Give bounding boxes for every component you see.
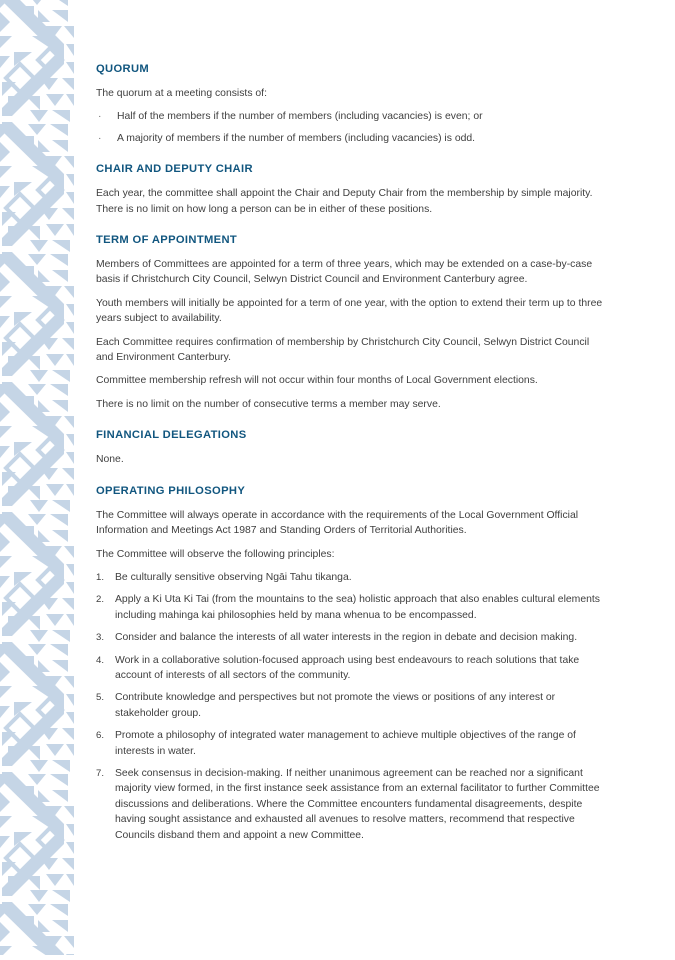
- section-heading-term-of-appointment: TERM OF APPOINTMENT: [96, 234, 238, 247]
- section-heading-operating-philosophy: OPERATING PHILOSOPHY: [96, 484, 246, 497]
- list-item: [96, 131, 606, 146]
- list-item-text: Promote a philosophy of integrated water management to achieve multiple objectives of the range of interests in water.: [115, 730, 576, 757]
- list-item: [96, 109, 606, 124]
- paragraph: The Committee will always operate in accordance with the requirements of the Local Government Official Information and Meetings Act 1987 and Standing Orders of Territorial Authorities.: [96, 509, 579, 537]
- document-content: [96, 62, 606, 843]
- list-number: 5.: [96, 692, 105, 704]
- list-item: [96, 728, 606, 759]
- paragraph: Members of Committees are appointed for a term of three years, which may be extended on a case-by-case basis if Christchurch City Council, Selwyn District Council and Environment Canterbury agree.: [96, 259, 593, 286]
- list-item-text: Consider and balance the interests of all water interests in the region in debate and decision making.: [115, 632, 578, 644]
- paragraph: The Committee will observe the following principles:: [96, 548, 335, 560]
- list-item: [96, 570, 606, 585]
- list-item: [96, 592, 606, 623]
- bullet-icon: ·: [98, 111, 102, 123]
- section-term-of-appointment: [96, 233, 606, 412]
- section-heading-financial-delegations: FINANCIAL DELEGATIONS: [96, 429, 247, 442]
- section-financial-delegations: [96, 428, 606, 467]
- paragraph: None.: [96, 454, 124, 466]
- paragraph: The quorum at a meeting consists of:: [96, 88, 267, 99]
- paragraph: Each Committee requires confirmation of membership by Christchurch City Council, Selwyn District Council and Environment Canterbury.: [96, 336, 590, 364]
- list-item-text: Apply a Ki Uta Ki Tai (from the mountains to the sea) holistic approach that also enables cultural elements including mahinga kai philosophies held by mana whenua to be encompassed.: [115, 594, 600, 621]
- tukutuku-pattern-svg: [0, 0, 74, 955]
- section-quorum: [96, 62, 606, 146]
- operating-principles-list: [96, 570, 606, 843]
- list-number: 2.: [96, 594, 105, 606]
- paragraph: There is no limit on the number of consecutive terms a member may serve.: [96, 398, 441, 410]
- list-number: 4.: [96, 654, 105, 666]
- list-item-text: Be culturally sensitive observing Ngāi Tahu tikanga.: [115, 571, 352, 583]
- list-number: 3.: [96, 632, 105, 644]
- list-number: 1.: [96, 571, 105, 583]
- list-number: 7.: [96, 767, 105, 779]
- tukutuku-border-pattern: [0, 0, 74, 955]
- list-item-text: Seek consensus in decision-making. If neither unanimous agreement can be reached nor a significant majority view formed, in the first instance seek assistance from an external facilitator to further Committee discussions and deliberations. Where the Committee encounters fundamental disagreements, despite having sought assistance and exhausted all avenues to resolve matters, recommend that respective Councils disband them and appoint a new Committee.: [115, 767, 600, 841]
- list-item: [96, 766, 606, 843]
- bullet-icon: ·: [98, 132, 102, 144]
- list-item: [96, 630, 606, 645]
- list-item-text: Work in a collaborative solution-focused approach using best endeavours to reach solutions that take account of interests of all sectors of the community.: [115, 654, 580, 681]
- list-item-text: Half of the members if the number of members (including vacancies) is even; or: [117, 111, 483, 123]
- section-heading-quorum: QUORUM: [96, 63, 150, 75]
- section-heading-chair-and-deputy-chair: CHAIR AND DEPUTY CHAIR: [96, 163, 253, 176]
- list-number: 6.: [96, 730, 105, 742]
- section-chair-and-deputy-chair: [96, 162, 606, 217]
- list-item: [96, 690, 606, 721]
- paragraph: Committee membership refresh will not occur within four months of Local Government elections.: [96, 375, 538, 387]
- quorum-bullet-list: [96, 109, 606, 146]
- paragraph: Each year, the committee shall appoint the Chair and Deputy Chair from the membership by simple majority. There is no limit on how long a person can be in either of these positions.: [96, 188, 593, 215]
- list-item-text: A majority of members if the number of members (including vacancies) is odd.: [117, 132, 476, 144]
- paragraph: Youth members will initially be appointed for a term of one year, with the option to extend their term up to three years subject to availability.: [96, 297, 603, 325]
- list-item: [96, 653, 606, 684]
- list-item-text: Contribute knowledge and perspectives but not promote the views or positions of any interest or stakeholder group.: [115, 692, 556, 719]
- section-operating-philosophy: [96, 484, 606, 843]
